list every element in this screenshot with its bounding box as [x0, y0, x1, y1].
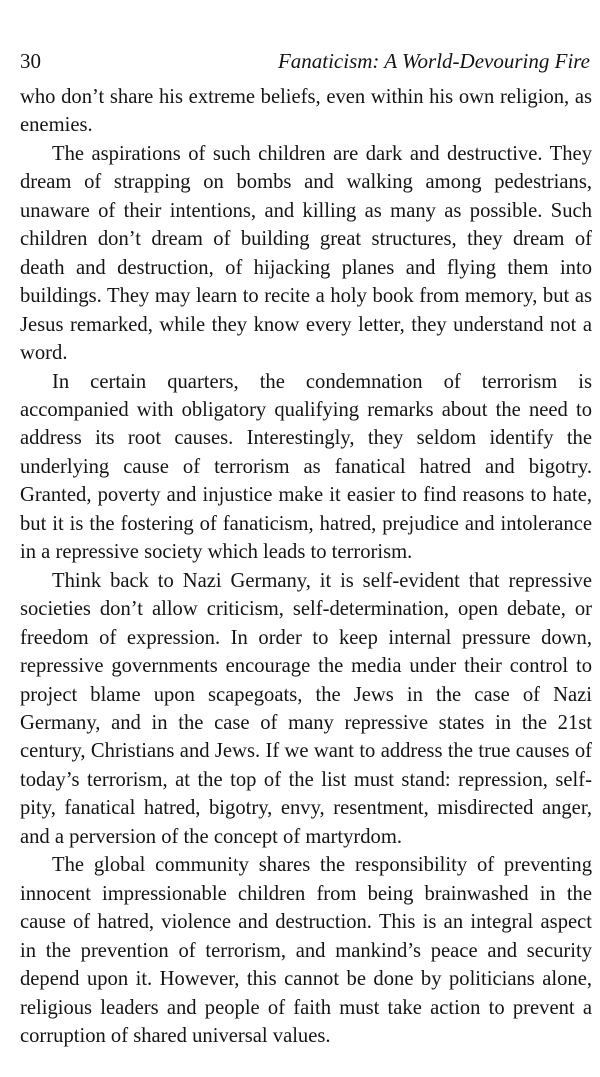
- book-title: Fanaticism: A World-Devouring Fire: [277, 49, 590, 73]
- paragraph: The aspirations of such children are dark and destructive. They dream of strapping on bombs and walking among pedestrians, unaware of their intentions, and killing as many as possible. Such children don’t dream of building great structures, they dream of death and destruction, of hijacking planes and flying them into buildings. They may learn to recite a holy book from memory, but as Jesus remarked, while they know every letter, they understand not a word.: [20, 142, 592, 365]
- running-header: [20, 46, 592, 76]
- body-text: [20, 83, 592, 1050]
- book-page: [20, 0, 592, 1077]
- paragraph: In certain quarters, the condemnation of terrorism is accompanied with obligatory qualifying remarks about the need to address its root causes. Interestingly, they seldom identify the underlying cause of terrorism as fanatical hatred and bigotry. Granted, poverty and injustice make it easier to find reasons to hate, but it is the fostering of fanaticism, hatred, prejudice and intolerance in a repressive society which leads to terrorism.: [20, 370, 592, 564]
- paragraph: The global community shares the responsibility of preventing innocent impressionable children from being brainwashed in the cause of hatred, violence and destruction. This is an integral aspect in the prevention of terrorism, and mankind’s peace and security depend upon it. However, this cannot be done by politicians alone, religious leaders and people of faith must take action to prevent a corruption of shared universal values.: [20, 854, 592, 1047]
- page-number: 30: [20, 49, 41, 73]
- paragraph: Think back to Nazi Germany, it is self-evident that repressive societies don’t allow criticism, self-determination, open debate, or freedom of expression. In order to keep internal pressure down, repressive governments encourage the media under their control to project blame upon scapegoats, the Jews in the case of Nazi Germany, and in the case of many repressive states in the 21st century, Christians and Jews. If we want to address the true causes of today’s terrorism, at the top of the list must stand: repression, self-pity, fanatical hatred, bigotry, envy, resentment, misdirected anger, and a perversion of the concept of martyrdom.: [20, 569, 592, 848]
- paragraph-continued: who don’t share his extreme beliefs, even within his own religion, as enemies.: [20, 86, 592, 137]
